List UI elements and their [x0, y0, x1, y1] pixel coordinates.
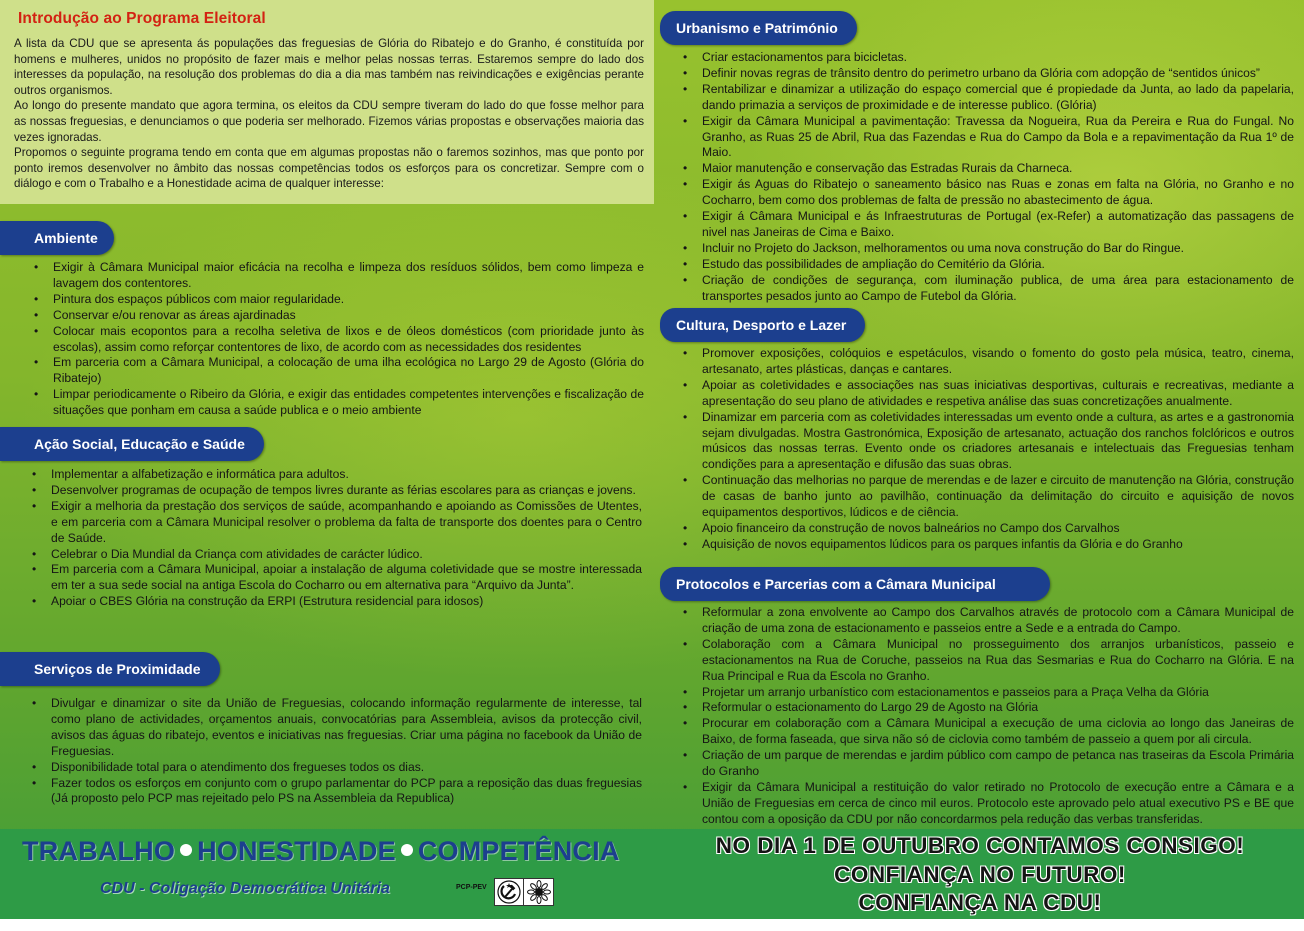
section-tab-cultura: Cultura, Desporto e Lazer — [660, 308, 865, 342]
intro-box — [0, 0, 654, 204]
closing-line: CONFIANÇA NA CDU! — [858, 890, 1102, 915]
acao-social-list — [30, 467, 642, 610]
list-item: • Colocar mais ecopontos para a recolha seletiva de lixos e de óleos domésticos (com prioridade junto às escolas), assim como reforçar contentores de lixo, de acordo com as necessidades dos residentes — [32, 324, 644, 356]
list-item: • Criação de um parque de merendas e jardim público com campo de petanca nas traseiras da Escola Primária do Granho — [681, 748, 1294, 780]
cultura-list — [681, 346, 1294, 553]
list-item: • Limpar periodicamente o Ribeiro da Glória, e exigir das entidades competentes intervenções e fiscalização de situações que ponham em causa a saúde publica e o meio ambiente — [32, 387, 644, 419]
list-item: • Dinamizar em parceria com as coletividades interessadas um evento onde a cultura, as artes e a gastronomia sejam divulgadas. Mostra Gastronómica, Exposição de artesanato, actuação dos ranchos folclóricos e outros músicos das nossas terras. Evento onde os criadores artesanais e intelectuais das Freguesias tenham condições para a apresentação e difusão das suas obras. — [681, 410, 1294, 474]
intro-paragraph: Propomos o seguinte programa tendo em conta que em algumas propostas não o faremos sozinhos, mas que ponto por ponto iremos desenvolver no âmbito das nossas competências todos os esforços para os concretizar. Sempre com o diálogo e com o Trabalho e a Honestidade acima de qualquer interesse: — [14, 146, 644, 191]
intro-title: Introdução ao Programa Eleitoral — [18, 10, 266, 27]
list-item: • Disponibilidade total para o atendimento dos fregueses todos os dias. — [30, 760, 642, 776]
protocolos-list — [681, 605, 1294, 828]
slogan — [22, 836, 620, 867]
list-item: • Exigir ás Aguas do Ribatejo o saneamento básico nas Ruas e zonas em falta na Glória, no Granho e no Cocharro, bem como dos problemas de falta de pressão no abastecimento de água. — [681, 177, 1294, 209]
list-item: • Exigir da Câmara Municipal a pavimentação: Travessa da Nogueira, Rua da Pereira e Rua do Fungal. No Granho, as Ruas 25 de Abril, Rua das Fazendas e Rua do Campo da Bola e a repavimentação da Rua 1º de Maio. — [681, 114, 1294, 162]
slogan-word: HONESTIDADE — [197, 836, 396, 866]
section-tab-acao-social: Ação Social, Educação e Saúde — [0, 427, 264, 461]
list-item: • Fazer todos os esforços em conjunto com o grupo parlamentar do PCP para a reposição das duas freguesias (Já proposto pelo PCP mas rejeitado pelo PS na Assembleia da Republica) — [30, 776, 642, 808]
list-item: • Promover exposições, colóquios e espetáculos, visando o fomento do gosto pela música, teatro, cinema, artesanato, artes plásticas, danças e cantares. — [681, 346, 1294, 378]
list-item: • Incluir no Projeto do Jackson, melhoramentos ou uma nova construção do Bar do Ringue. — [681, 241, 1294, 257]
intro-paragraph: A lista da CDU que se apresenta ás populações das freguesias de Glória do Ribatejo e do Granho, é constituída por homens e mulheres, unidos no propósito de fazer mais e melhor pelas nossas terras. Estaremos sempre do lado dos interesses da população, na resolução dos problemas do dia a dia mas também nas reivindicações e exigências perante outros organismos. — [14, 37, 644, 97]
list-item: • Apoiar o CBES Glória na construção da ERPI (Estrutura residencial para idosos) — [30, 594, 642, 610]
servicos-list — [30, 696, 642, 807]
slogan-word: TRABALHO — [22, 836, 176, 866]
list-item: • Rentabilizar e dinamizar a utilização do espaço comercial que é propiedade da Junta, ao lado da papelaria, dando primazia a serviços de proximidade e de interesse publico. (Glória) — [681, 82, 1294, 114]
list-item: • Projetar um arranjo urbanístico com estacionamentos e passeios para a Praça Velha da Glória — [681, 685, 1294, 701]
list-item: • Exigir à Câmara Municipal maior eficácia na recolha e limpeza dos resíduos sólidos, bem como limpeza e lavagem dos contentores. — [32, 260, 644, 292]
list-item: • Criação de condições de segurança, com iluminação publica, de uma área para estacionamento de transportes pesados junto ao Campo de Futebol da Glória. — [681, 273, 1294, 305]
ambiente-list — [32, 260, 644, 419]
list-item: • Exigir da Câmara Municipal a restituição do valor retirado no Protocolo de execução entre a Câmara e a União de Freguesias em cerca de cinco mil euros. Protocolo este aprovado pelo atual executivo PS e BE que contou com a oposição da CDU por não concordarmos pela redução das verbas transferidas. — [681, 780, 1294, 828]
list-item: • Desenvolver programas de ocupação de tempos livres durante as férias escolares para as crianças e jovens. — [30, 483, 642, 499]
party-logos — [494, 878, 554, 906]
list-item: • Criar estacionamentos para bicicletas. — [681, 50, 1294, 66]
list-item: • Procurar em colaboração com a Câmara Municipal a execução de uma ciclovia ao longo das Janeiras de Baixo, de forma faseada, que sirva não só de ciclovia como também de passeio a quem por ali circula. — [681, 716, 1294, 748]
section-tab-servicos: Serviços de Proximidade — [0, 652, 220, 686]
section-tab-protocolos: Protocolos e Parcerias com a Câmara Municipal — [660, 567, 1050, 601]
list-item: • Em parceria com a Câmara Municipal, apoiar a instalação de alguma coletividade que se mostre interessada em ter a sua sede social na antiga Escola do Cocharro ou em alternativa para “Arquivo da Junta”. — [30, 562, 642, 594]
section-tab-urbanismo: Urbanismo e Património — [660, 11, 857, 45]
list-item: • Aquisição de novos equipamentos lúdicos para os parques infantis da Glória e do Granho — [681, 537, 1294, 553]
closing-message — [690, 832, 1270, 918]
hammer-sickle-icon — [495, 879, 524, 905]
bullet-dot-icon — [401, 844, 413, 856]
list-item: • Colaboração com a Câmara Municipal no prosseguimento dos arranjos urbanísticos, passeio e estacionamentos na Rua de Coruche, passeios na Rua das Sesmarias e Rua do Cocharro na Glória. E na Rua Principal e Rua da Escola no Granho. — [681, 637, 1294, 685]
list-item: • Implementar a alfabetização e informática para adultos. — [30, 467, 642, 483]
list-item: • Em parceria com a Câmara Municipal, a colocação de uma ilha ecológica no Largo 29 de Agosto (Glória do Ribatejo) — [32, 355, 644, 387]
bullet-dot-icon — [180, 844, 192, 856]
urbanismo-list — [681, 50, 1294, 305]
list-item: • Celebrar o Dia Mundial da Criança com atividades de carácter lúdico. — [30, 547, 642, 563]
closing-line: NO DIA 1 DE OUTUBRO CONTAMOS CONSIGO! — [715, 833, 1245, 858]
list-item: • Reformular o estacionamento do Largo 29 de Agosto na Glória — [681, 700, 1294, 716]
list-item: • Pintura dos espaços públicos com maior regularidade. — [32, 292, 644, 308]
sunflower-icon — [524, 879, 553, 905]
intro-paragraph: Ao longo do presente mandato que agora termina, os eleitos da CDU sempre tiveram do lado do que fosse melhor para as nossas freguesias, e denunciamos o que poderia ser melhorado. Fizemos várias propostas e observações maioria das vezes ignoradas. — [14, 99, 644, 144]
footer-margin — [0, 919, 1304, 931]
list-item: • Exigir á Câmara Municipal e ás Infraestruturas de Portugal (ex-Refer) a automatização das passagens de nivel nas Janeiras de Cima e Baixo. — [681, 209, 1294, 241]
list-item: • Continuação das melhorias no parque de merendas e de lazer e circuito de manutenção na Glória, construção de casas de banho junto ao pavilhão, continuação da delimitação do circuito e aquisição de novos equipamentos desportivos, lúdicos e de ciência. — [681, 473, 1294, 521]
list-item: • Estudo das possibilidades de ampliação do Cemitério da Glória. — [681, 257, 1294, 273]
list-item: • Conservar e/ou renovar as áreas ajardinadas — [32, 308, 644, 324]
list-item: • Exigir a melhoria da prestação dos serviços de saúde, acompanhando e apoiando as Comissões de Utentes, e em parceria com a Câmara Municipal resolver o problema da falta de transporte dos doentes para o Centro de Saúde. — [30, 499, 642, 547]
list-item: • Reformular a zona envolvente ao Campo dos Carvalhos através de protocolo com a Câmara Municipal de criação de uma zona de estacionamento e passeios entre a Sede e a entrada do Campo. — [681, 605, 1294, 637]
section-tab-ambiente: Ambiente — [0, 221, 114, 255]
list-item: • Apoiar as coletividades e associações nas suas iniciativas desportivas, culturais e recreativas, mediante a apresentação do seu plano de atividades e respetiva análise das suas concretizações anualmente. — [681, 378, 1294, 410]
list-item: • Apoio financeiro da construção de novos balneários no Campo dos Carvalhos — [681, 521, 1294, 537]
list-item: • Definir novas regras de trânsito dentro do perimetro urbano da Glória com adopção de “sentidos únicos” — [681, 66, 1294, 82]
parties-label: PCP-PEV — [456, 884, 487, 891]
list-item: • Divulgar e dinamizar o site da União de Freguesias, colocando informação regularmente de interesse, tal como plano de actividades, orçamentos anuais, convocatórias para Assembleia, avisos da protecção civil, avisos das águas do ribatejo, eventos e iniciativas nas freguesias. Criar uma página no facebook da União de Freguesias. — [30, 696, 642, 760]
list-item: • Maior manutenção e conservação das Estradas Rurais da Charneca. — [681, 161, 1294, 177]
closing-line: CONFIANÇA NO FUTURO! — [834, 861, 1126, 887]
coalition-name: CDU - Coligação Democrática Unitária — [100, 880, 390, 897]
slogan-word: COMPETÊNCIA — [417, 836, 620, 866]
